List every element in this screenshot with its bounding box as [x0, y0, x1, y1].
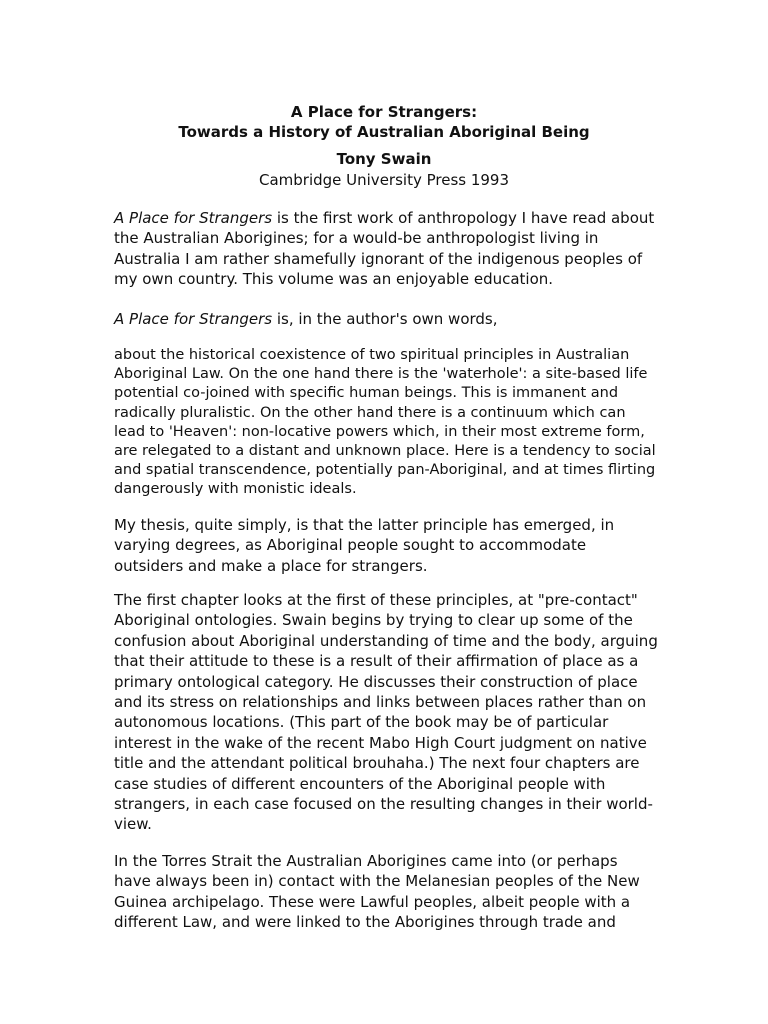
book-title-italic: A Place for Strangers: [114, 310, 273, 328]
block-quote-2: My thesis, quite simply, is that the latter principle has emerged, in varying degrees, as Aboriginal people sought to accommodate outsiders and make a place for strangers.: [114, 516, 615, 575]
author-name: Tony Swain: [336, 150, 432, 168]
publisher-line: Cambridge University Press 1993: [258, 171, 510, 189]
block-quote-1: about the historical coexistence of two spiritual principles in Australian Aboriginal Law. On the one hand there is the 'waterhole': a site-based life potential co-joined with specific human beings. This is immanent and radically pluralistic. On the other hand there is a continuum which can lead to 'Heaven': non-locative powers which, in their most extreme form, are relegated to a distant and unknown place. Here is a tendency to social and spatial transcendence, potentially pan-Aboriginal, and at times flirting dangerously with monistic ideals.: [114, 347, 656, 498]
paragraph-intro: [114, 208, 659, 290]
paragraph-text: is the first work of anthropology I have read about the Australian Aborigines; for a would-be anthropologist living in Australia I am rather shamefully ignorant of the indigenous peoples of my own country. This volume was an enjoyable education.: [114, 209, 655, 289]
paragraph-author-words: [114, 309, 659, 329]
title-line-1: A Place for Strangers:: [290, 103, 478, 121]
paragraph-text: is, in the author's own words,: [272, 310, 498, 328]
book-title: [0, 102, 768, 142]
book-title-italic: A Place for Strangers: [114, 209, 273, 227]
title-line-2: Towards a History of Australian Aboriginal Being: [178, 123, 590, 141]
paragraph-torres-strait: In the Torres Strait the Australian Aborigines came into (or perhaps have always been in) contact with the Melanesian peoples of the New Guinea archipelago. These were Lawful peoples, albeit people with a different Law, and were linked to the Aborigines through trade and: [114, 852, 640, 932]
paragraph-first-chapter: The first chapter looks at the first of these principles, at "pre-contact" Aboriginal ontologies. Swain begins by trying to clear up some of the confusion about Aboriginal understanding of time and the body, arguing that their attitude to these is a result of their affirmation of place as a primary ontological category. He discusses their construction of place and its stress on relationships and links between places rather than on autonomous locations. (This part of the book may be of particular interest in the wake of the recent Mabo High Court judgment on native title and the attendant political brouhaha.) The next four chapters are case studies of different encounters of the Aboriginal people with strangers, in each case focused on the resulting changes in their world-view.: [114, 591, 658, 834]
